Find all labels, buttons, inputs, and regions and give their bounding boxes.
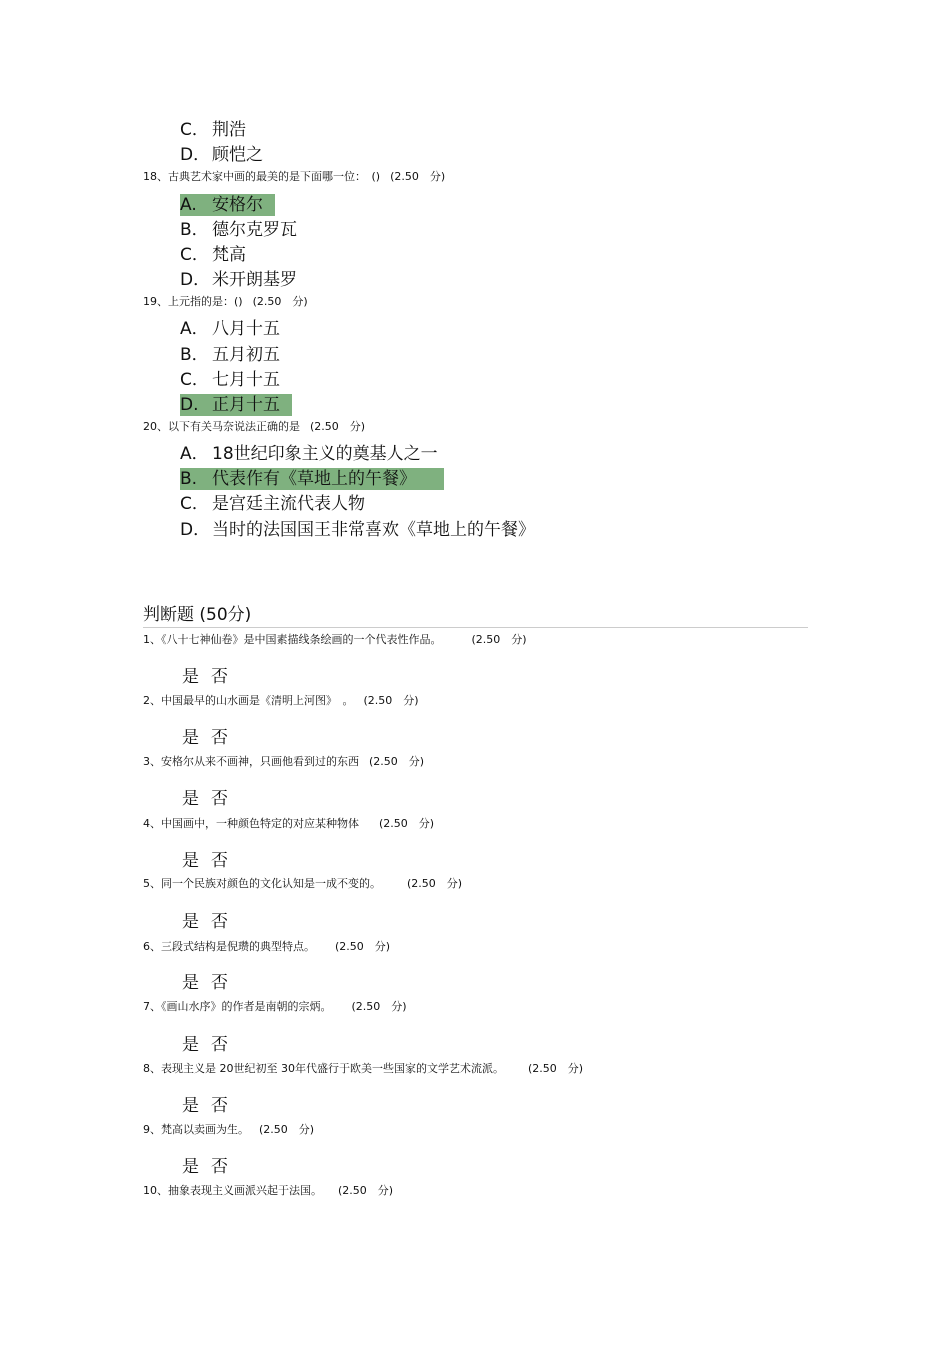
- option-text: 顾恺之: [212, 145, 263, 165]
- option-a[interactable]: [180, 443, 438, 465]
- option-d[interactable]: [180, 144, 263, 166]
- question-stem: 6、三段式结构是倪瓒的典型特点。: [143, 940, 315, 953]
- option-letter: B.: [180, 469, 198, 489]
- yes-no-group: [182, 1095, 230, 1117]
- question-stem: 7、《画山水序》的作者是南朝的宗炳。: [143, 1000, 332, 1013]
- option-d-selected[interactable]: [180, 394, 292, 416]
- question-score: (2.50 分): [259, 1123, 315, 1136]
- question-stem: 20、以下有关马奈说法正确的是: [143, 420, 300, 433]
- option-c[interactable]: [180, 244, 246, 266]
- question-stem: 19、上元指的是：(): [143, 295, 243, 308]
- question-score: (2.50 分): [351, 1000, 407, 1013]
- no-option[interactable]: 否: [211, 851, 230, 871]
- yes-no-group: [182, 727, 230, 749]
- option-b[interactable]: [180, 344, 280, 366]
- no-option[interactable]: 否: [211, 789, 230, 809]
- option-d[interactable]: [180, 519, 535, 541]
- option-text: 安格尔: [212, 195, 263, 215]
- question-stem: 3、安格尔从来不画神，只画他看到过的东西: [143, 755, 359, 768]
- yes-option[interactable]: 是: [182, 1035, 201, 1055]
- judge-question-5: [143, 877, 462, 891]
- judge-question-6: [143, 940, 390, 954]
- option-letter: D．: [180, 270, 211, 290]
- judge-question-9: [143, 1123, 314, 1137]
- question-18: [143, 170, 445, 184]
- question-score: (2.50 分): [335, 940, 391, 953]
- yes-option[interactable]: 是: [182, 789, 201, 809]
- option-d[interactable]: [180, 269, 297, 291]
- question-score: (2.50 分): [527, 1062, 584, 1075]
- yes-option[interactable]: 是: [182, 667, 201, 687]
- question-score: (2.50 分): [390, 170, 446, 183]
- option-text: 梵高: [212, 245, 246, 265]
- option-a-selected[interactable]: [180, 194, 275, 216]
- option-c[interactable]: [180, 119, 246, 141]
- option-text: 八月十五: [212, 319, 280, 339]
- question-score: (2.50 分): [252, 295, 308, 308]
- yes-no-group: [182, 972, 230, 994]
- judge-question-2: [143, 694, 419, 708]
- no-option[interactable]: 否: [211, 973, 230, 993]
- option-text: 是宫廷主流代表人物: [212, 494, 365, 514]
- option-a[interactable]: [180, 318, 280, 340]
- option-letter: D．: [180, 520, 211, 540]
- question-19: [143, 295, 308, 309]
- section-divider: [143, 627, 808, 628]
- option-text: 荆浩: [212, 120, 246, 140]
- judge-question-7: [143, 1000, 407, 1014]
- question-stem: 9、梵高以卖画为生。: [143, 1123, 249, 1136]
- option-b-selected[interactable]: [180, 468, 444, 490]
- option-letter: A．: [180, 319, 209, 339]
- option-letter: C．: [180, 494, 209, 514]
- yes-option[interactable]: 是: [182, 728, 201, 748]
- question-score: (2.50 分): [407, 877, 463, 890]
- option-letter: A.: [180, 195, 197, 215]
- question-score: (2.50 分): [338, 1184, 394, 1197]
- question-score: (2.50 分): [310, 420, 366, 433]
- question-stem: 10、抽象表现主义画派兴起于法国。: [143, 1184, 322, 1197]
- question-score: (2.50 分): [379, 817, 435, 830]
- question-score: (2.50 分): [363, 694, 419, 707]
- question-stem: 18、古典艺术家中画的最美的是下面哪一位： (): [143, 170, 381, 183]
- judge-question-3: [143, 755, 424, 769]
- no-option[interactable]: 否: [211, 1035, 230, 1055]
- option-text: 18世纪印象主义的奠基人之一: [212, 444, 438, 464]
- option-letter: C．: [180, 370, 209, 390]
- option-letter: B．: [180, 345, 209, 365]
- option-letter: D．: [180, 145, 211, 165]
- question-stem: 1、《八十七神仙卷》是中国素描线条绘画的一个代表性作品。: [143, 633, 442, 646]
- question-score: (2.50 分): [369, 755, 425, 768]
- yes-no-group: [182, 911, 230, 933]
- question-stem: 4、中国画中，一种颜色特定的对应某种物体: [143, 817, 359, 830]
- option-text: 德尔克罗瓦: [212, 220, 297, 240]
- yes-option[interactable]: 是: [182, 851, 201, 871]
- section-title: 判断题 (50分): [143, 605, 252, 625]
- no-option[interactable]: 否: [211, 912, 230, 932]
- yes-no-group: [182, 666, 230, 688]
- no-option[interactable]: 否: [211, 1096, 230, 1116]
- yes-no-group: [182, 788, 230, 810]
- option-text: 五月初五: [212, 345, 280, 365]
- option-letter: B．: [180, 220, 209, 240]
- question-stem: 5、同一个民族对颜色的文化认知是一成不变的。: [143, 877, 381, 890]
- option-text: 米开朗基罗: [212, 270, 297, 290]
- judge-question-8: [143, 1062, 583, 1076]
- option-text: 当时的法国国王非常喜欢《草地上的午餐》: [212, 520, 535, 540]
- yes-option[interactable]: 是: [182, 973, 201, 993]
- judge-question-10: [143, 1184, 393, 1198]
- option-letter: C．: [180, 245, 209, 265]
- option-text: 代表作有《草地上的午餐》: [212, 469, 416, 489]
- yes-no-group: [182, 850, 230, 872]
- option-b[interactable]: [180, 219, 297, 241]
- yes-option[interactable]: 是: [182, 912, 201, 932]
- option-text: 七月十五: [212, 370, 280, 390]
- no-option[interactable]: 否: [211, 728, 230, 748]
- question-score: (2.50 分): [471, 633, 527, 646]
- judge-question-4: [143, 817, 434, 831]
- question-stem: 2、中国最早的山水画是《清明上河图》 。: [143, 694, 354, 707]
- yes-option[interactable]: 是: [182, 1096, 201, 1116]
- judge-question-1: [143, 633, 527, 647]
- option-c[interactable]: [180, 493, 365, 515]
- no-option[interactable]: 否: [211, 667, 230, 687]
- yes-option[interactable]: 是: [182, 1157, 201, 1177]
- no-option[interactable]: 否: [211, 1157, 230, 1177]
- question-20: [143, 420, 365, 434]
- yes-no-group: [182, 1034, 230, 1056]
- option-c[interactable]: [180, 369, 280, 391]
- option-text: 正月十五: [212, 395, 280, 415]
- option-letter: D.: [180, 395, 199, 415]
- yes-no-group: [182, 1156, 230, 1178]
- question-stem: 8、表现主义是 20世纪初至 30年代盛行于欧美一些国家的文学艺术流派。: [143, 1062, 504, 1075]
- option-letter: A．: [180, 444, 209, 464]
- option-letter: C．: [180, 120, 209, 140]
